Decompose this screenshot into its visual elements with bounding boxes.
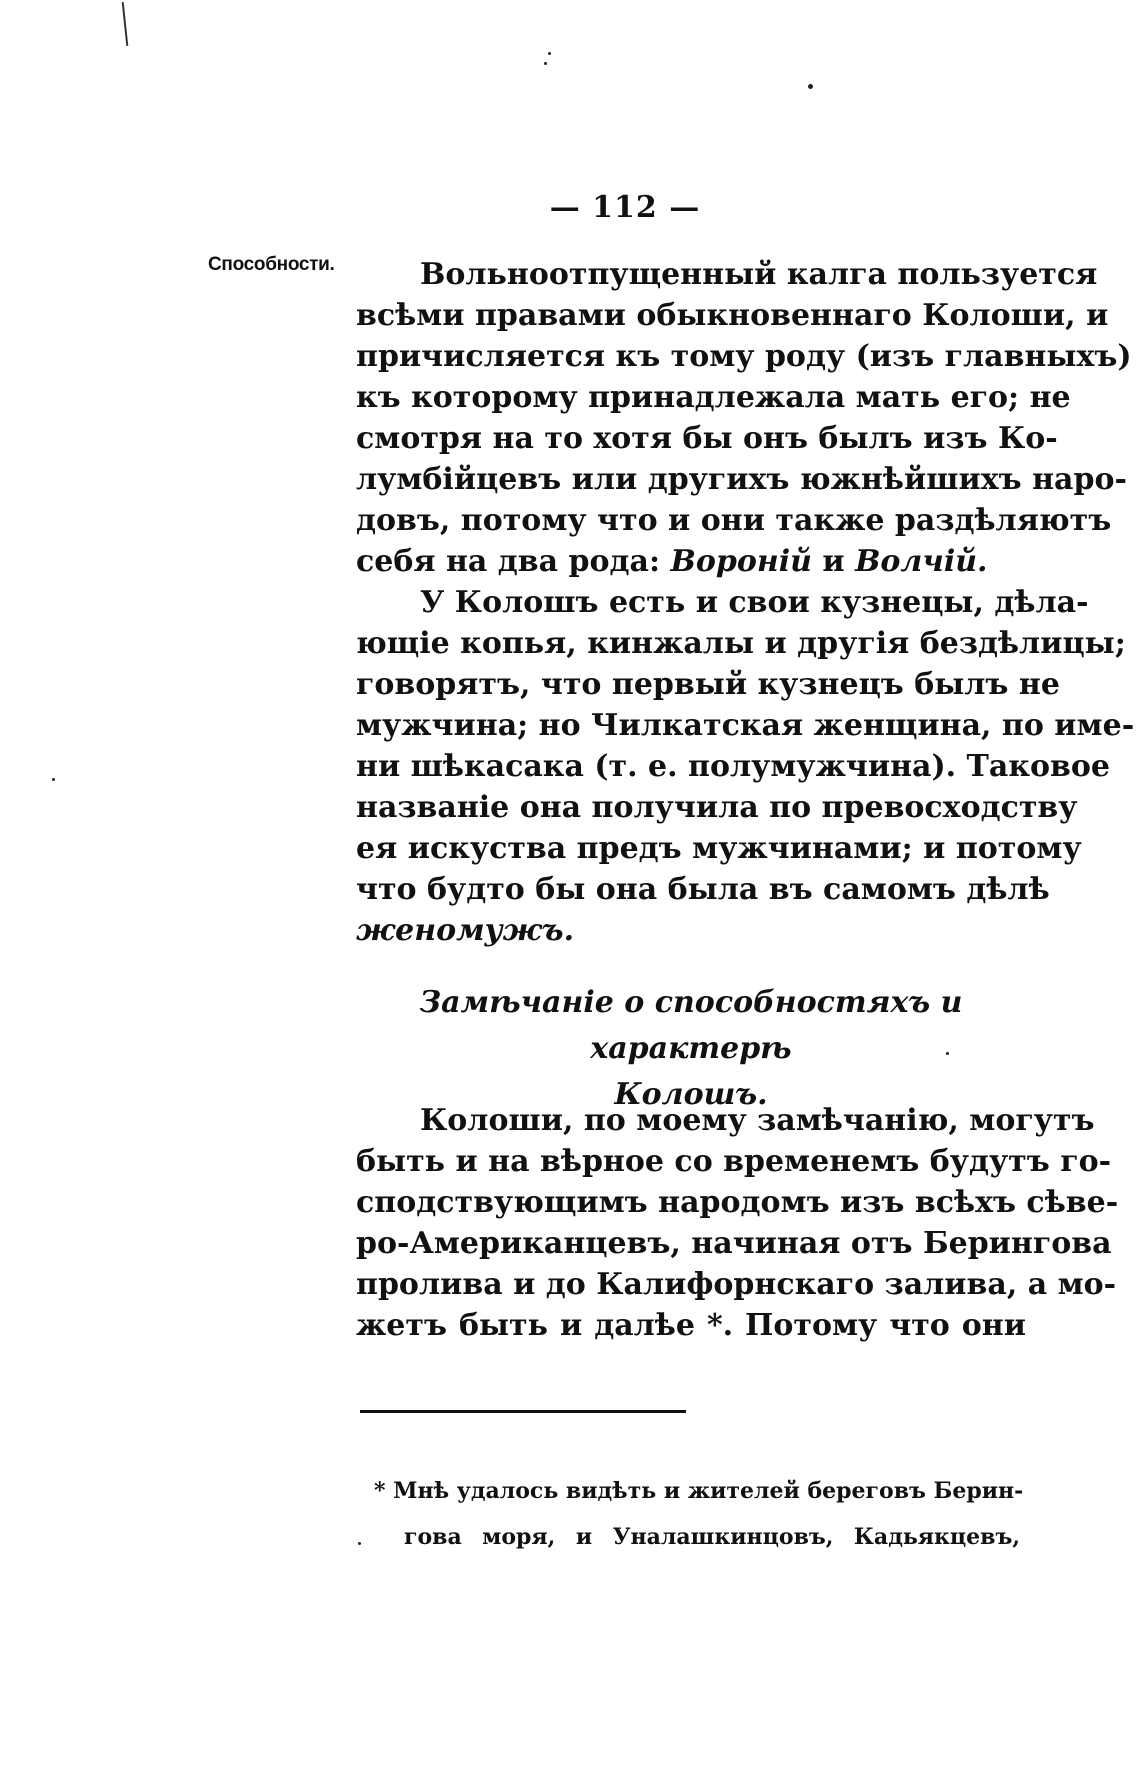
paragraph-2: [356, 582, 1135, 951]
scan-speck: [808, 84, 813, 89]
footnote-line: гова моря, и Уналашкинцовъ, Кадьякцевъ,: [404, 1524, 1020, 1550]
margin-note: Способности.: [208, 254, 335, 275]
text-line: У Колошъ есть и свои кузнецы, дѣла-: [420, 585, 1089, 620]
text-line: лумбійцевъ или другихъ южнѣйшихъ наро-: [356, 462, 1127, 497]
scan-speck: [544, 62, 547, 65]
text-line: [356, 541, 1026, 582]
footnote-divider: [360, 1410, 686, 1413]
paragraph-3: [356, 1100, 1119, 1346]
section-title-line-2: Колошъ.: [614, 1077, 768, 1112]
text-line: названіе она получила по превосходству: [356, 790, 1078, 825]
scan-speck: [52, 778, 55, 781]
italic-term-raven: Вороній: [670, 544, 812, 579]
page-number: — 112 —: [549, 190, 701, 225]
text-line: всѣми правами обыкновеннаго Колоши, и: [356, 298, 1109, 333]
text-line: ни шѣкасака (т. е. полумужчина). Таковое: [356, 749, 1110, 784]
text-line: ющіе копья, кинжалы и другія бездѣлицы;: [356, 626, 1126, 661]
text-line: Колоши, по моему замѣчанію, могутъ: [420, 1103, 1095, 1138]
text-line: пролива и до Калифорнскаго залива, а мо-: [356, 1267, 1117, 1302]
text-line: мужчина; но Чилкатская женщина, по име-: [356, 708, 1135, 743]
text-line: говорятъ, что первый кузнецъ былъ не: [356, 667, 1060, 702]
footnote-line: * Мнѣ удалось видѣть и жителей береговъ Берин-: [374, 1478, 1024, 1504]
section-title-line-1: Замѣчаніе о способностяхъ и характерѣ: [419, 985, 963, 1066]
text-line: ро-Американцевъ, начиная отъ Берингова: [356, 1226, 1112, 1261]
text-line: жетъ быть и далѣе *. Потому что они: [356, 1308, 1026, 1343]
text-line: быть и на вѣрное со временемъ будутъ го-: [356, 1144, 1112, 1179]
scan-speck: [358, 1542, 361, 1545]
text-line: ея искуства предъ мужчинами; и потому: [356, 831, 1082, 866]
section-title: [356, 980, 1026, 1118]
text-line: къ которому принадлежала мать его; не: [356, 380, 1071, 415]
scan-edge-mark: [122, 2, 129, 46]
scan-speck: [548, 52, 551, 55]
text-fragment: себя на два рода:: [356, 544, 671, 579]
text-line: сподствующимъ народомъ изъ всѣхъ сѣве-: [356, 1185, 1119, 1220]
text-fragment: и: [811, 544, 856, 579]
text-line: смотря на то хотя бы онъ былъ изъ Ко-: [356, 421, 1058, 456]
text-line: причисляется къ тому роду (изъ главныхъ): [356, 339, 1132, 374]
footnote: [374, 1468, 1024, 1560]
paragraph-1: [356, 254, 1132, 582]
text-line: Вольноотпущенный калга пользуется: [420, 257, 1098, 292]
text-line: довъ, потому что и они также раздѣляютъ: [356, 503, 1112, 538]
italic-term-womanman: женомужъ.: [356, 913, 575, 948]
italic-term-wolf: Волчій.: [855, 544, 988, 579]
text-line: что будто бы она была въ самомъ дѣлѣ: [356, 872, 1050, 907]
